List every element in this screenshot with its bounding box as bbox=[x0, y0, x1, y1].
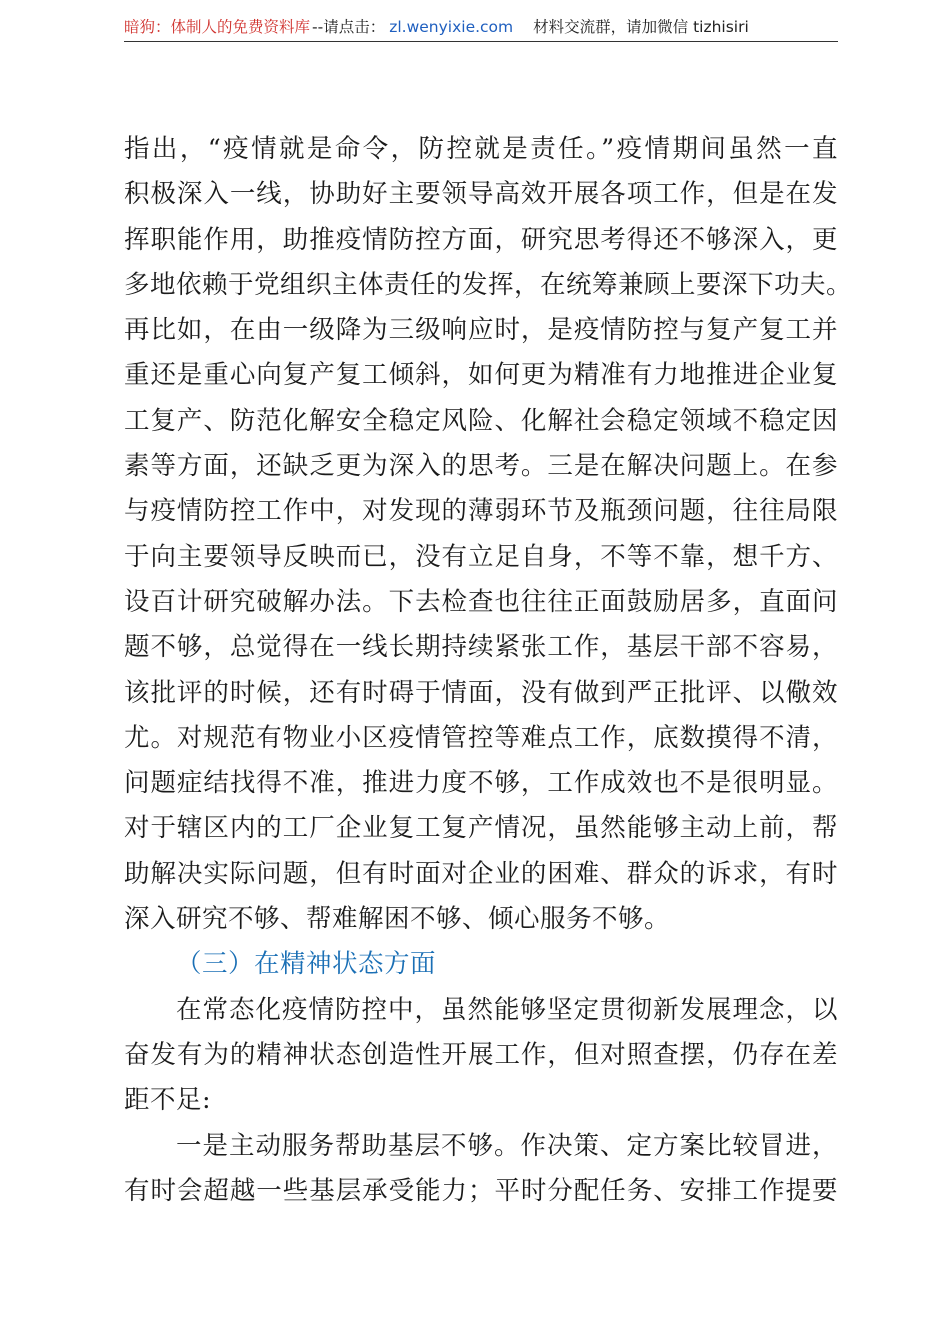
text-line: 重还是重心向复产复工倾斜，如何更为精准有力地推进企业复 bbox=[124, 360, 838, 391]
text-line: 问题症结找得不准，推进力度不够，工作成效也不是很明显。 bbox=[124, 768, 838, 799]
text-line: 题不够，总觉得在一线长期持续紧张工作，基层干部不容易， bbox=[124, 632, 838, 663]
text-line: 有时会超越一些基层承受能力；平时分配任务、安排工作提要 bbox=[124, 1175, 838, 1206]
text-line: 工复产、防范化解安全稳定风险、化解社会稳定领域不稳定因 bbox=[124, 405, 838, 436]
text-line: 与疫情防控工作中，对发现的薄弱环节及瓶颈问题，往往局限 bbox=[124, 496, 838, 527]
paragraph-3 bbox=[124, 1124, 838, 1215]
text-line: 素等方面，还缺乏更为深入的思考。三是在解决问题上。在参 bbox=[124, 451, 838, 482]
text-line: 尤。对规范有物业小区疫情管控等难点工作，底数摸得不清， bbox=[124, 722, 838, 753]
text-line: 设百计研究破解办法。下去检查也往往正面鼓励居多，直面问 bbox=[124, 586, 838, 617]
text-line: 再比如，在由一级降为三级响应时，是疫情防控与复产复工并 bbox=[124, 315, 838, 346]
text-line: 在常态化疫情防控中，虽然能够坚定贯彻新发展理念，以 bbox=[176, 994, 838, 1025]
document-body bbox=[124, 127, 853, 1214]
text-line: 一是主动服务帮助基层不够。作决策、定方案比较冒进， bbox=[176, 1130, 838, 1161]
header-prompt: --请点击： bbox=[312, 18, 386, 36]
text-line: 指出，“疫情就是命令，防控就是责任。”疫情期间虽然一直 bbox=[124, 134, 838, 164]
header-brand: 暗狗：体制人的免费资料库 bbox=[124, 18, 311, 36]
paragraph-1 bbox=[124, 127, 853, 942]
paragraph-2 bbox=[124, 988, 838, 1124]
header-link[interactable]: zl.wenyixie.com bbox=[389, 18, 514, 36]
text-line: 多地依赖于党组织主体责任的发挥，在统筹兼顾上要深下功夫。 bbox=[124, 269, 853, 300]
text-line: 于向主要领导反映而已，没有立足自身，不等不靠，想千方、 bbox=[124, 541, 838, 572]
text-line: 该批评的时候，还有时碍于情面，没有做到严正批评、以儆效 bbox=[124, 677, 838, 708]
page-header bbox=[124, 14, 838, 40]
text-line: 积极深入一线，协助好主要领导高效开展各项工作，但是在发 bbox=[124, 179, 838, 210]
text-line: 挥职能作用，助推疫情防控方面，研究思考得还不够深入，更 bbox=[124, 224, 838, 255]
text-line: 对于辖区内的工厂企业复工复产情况，虽然能够主动上前，帮 bbox=[124, 813, 838, 844]
header-divider bbox=[124, 41, 838, 42]
header-contact: 材料交流群，请加微信 tizhisiri bbox=[533, 18, 749, 36]
text-line: 助解决实际问题，但有时面对企业的困难、群众的诉求，有时 bbox=[124, 858, 838, 889]
text-line: 深入研究不够、帮难解困不够、倾心服务不够。 bbox=[124, 904, 671, 935]
text-line: 奋发有为的精神状态创造性开展工作，但对照查摆，仍存在差 bbox=[124, 1039, 838, 1070]
section-heading: （三）在精神状态方面 bbox=[176, 949, 437, 980]
text-line: 距不足: bbox=[124, 1085, 212, 1116]
